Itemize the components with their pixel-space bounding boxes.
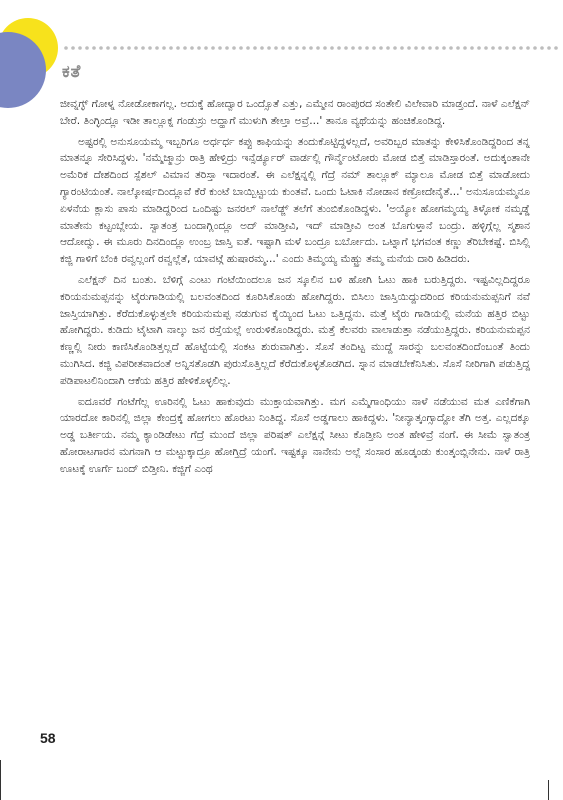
rule-dot [85,46,89,50]
rule-dot [190,46,194,50]
rule-dot [372,46,376,50]
rule-dot [176,46,180,50]
rule-dot [148,46,152,50]
rule-dot [204,46,208,50]
rule-dot [106,46,110,50]
rule-dot [127,46,131,50]
dotted-rule [64,46,558,50]
crop-mark-left [0,760,1,800]
rule-dot [442,46,446,50]
rule-dot [309,46,313,50]
article-body [60,96,530,482]
rule-dot [267,46,271,50]
rule-dot [463,46,467,50]
paragraph-3: ಎಲೆಕ್ಷನ್ ದಿನ ಬಂತು. ಬೆಳಿಗ್ಗೆ ಎಂಟು ಗಂಟೆಯಿಂದಲೂ ಜನ ಸ್ಕೂಲಿನ ಬಳಿ ಹೋಗಿ ಓಟು ಹಾಕಿ ಬರುತ್ತಿದ್ದರು. ಇಷ್ಟವಿಲ್ಲದಿದ್ದರೂ ಕರಿಯನುಮಪ್ಪನನ್ನು ಟೈರುಗಾಡಿಯಲ್ಲಿ ಬಲವಂತದಿಂದ ಕೂರಿಸಿಕೊಂಡು ಹೋಗಿದ್ದರು. ಬಿಸಿಲು ಜಾಸ್ತಿಯಿದ್ದುದರಿಂದ ಕರಿಯನುಮಪ್ಪನಿಗೆ ನವೆ ಜಾಸ್ತಿಯಾಗಿತ್ತು. ಕೆರೆದುಕೊಳ್ಳುತ್ತಲೇ ಕರಿಯನುಮಪ್ಪ ನಡುಗುವ ಕೈಯ್ಯಿಂದ ಓಟು ಒತ್ತಿದ್ದನು. ಮತ್ತೆ ಟೈರು ಗಾಡಿಯಲ್ಲಿ ಮನೆಯ ಹತ್ತಿರ ಬಿಟ್ಟು ಹೋಗಿದ್ದರು. ಕುಡಿದು ಟೈಟಾಗಿ ನಾಲ್ಕು ಜನ ರಸ್ತೆಯಲ್ಲೆ ಉರುಳಿಕೊಂಡಿದ್ದರು. ಮತ್ತೆ ಕೆಲವರು ವಾಲಾಡುತ್ತಾ ನಡೆಯುತ್ತಿದ್ದರು. ಕರಿಯನುಮಪ್ಪನ ಕಣ್ಣಲ್ಲಿ ನೀರು ಕಾಣಿಸಿಕೊಂಡಿತ್ತಲ್ಲದೆ ಹೊಟ್ಟೆಯಲ್ಲಿ ಸಂಕಟ ಶುರುವಾಗಿತ್ತು. ಸೊಸೆ ತಂದಿಟ್ಟ ಮುದ್ದೆ ಸಾರನ್ನು ಬಲವಂತದಿಂದೆಂಬಂತೆ ತಿಂದು ಮುಗಿಸಿದ. ಕಜ್ಜಿ ವಿಪರೀತವಾದಂತೆ ಅನ್ನಿಸತೊಡಗಿ ಪುರುಸೊತ್ತಿಲ್ಲದೆ ಕೆರೆದುಕೊಳ್ಳತೊಡಗಿದ. ಸ್ನಾನ ಮಾಡಬೇಕೆನಿಸಿತು. ಸೊಸೆ ನೀರಿಗಾಗಿ ಪಡುತ್ತಿದ್ದ ಪಡಿಪಾಟಲಿನಿಂದಾಗಿ ಆಕೆಯ ಹತ್ತಿರ ಹೇಳಿಕೊಳ್ಳಲಿಲ್ಲ. [60,273,530,387]
rule-dot [120,46,124,50]
rule-dot [421,46,425,50]
rule-dot [533,46,537,50]
crop-mark-right [548,780,549,800]
rule-dot [155,46,159,50]
rule-dot [218,46,222,50]
rule-dot [71,46,75,50]
rule-dot [134,46,138,50]
rule-dot [379,46,383,50]
rule-dot [365,46,369,50]
rule-dot [288,46,292,50]
rule-dot [519,46,523,50]
rule-dot [477,46,481,50]
rule-dot [162,46,166,50]
rule-dot [232,46,236,50]
rule-dot [484,46,488,50]
rule-dot [491,46,495,50]
rule-dot [141,46,145,50]
rule-dot [428,46,432,50]
paragraph-2: ಅಷ್ಟರಲ್ಲಿ ಅನುಸೂಯಮ್ಮ ಇಬ್ಬರಿಗೂ ಅರ್ಧರ್ಧ ಕಪ್ಪು ಕಾಫಿಯನ್ನು ತಂದುಕೊಟ್ಟಿದ್ದಳಲ್ಲದೆ, ಅವರಿಬ್ಬರ ಮಾತನ್ನು ಕೇಳಿಸಿಕೊಂಡಿದ್ದರಿಂದ ತನ್ನ ಮಾತನ್ನೂ ಸೇರಿಸಿದ್ದಳು. 'ನಮ್ಮೆಜ್ಮಾನ್ರು ರಾತ್ರಿ ಹೇಳ್ತಿದ್ರು ಇನ್ಸೆರ್ಡ್ಯೂರ್ ವಾರ್ಡಲ್ಲಿ ಗೌರ್ನ್ಮೆಂಟೋರು ಮೋಡ ಬಿತ್ತೆ ಮಾಡಿಸ್ತಾರಂತೆ. ಅದುಕ್ಕಂತಾನೇ ಅಮೆರಿಕ ದೇಶದಿಂದ ಸ್ಪೆಶಲ್ ವಿಮಾನ ತರಿಸ್ತಾ ಇದಾರಂತೆ. ಈ ಎಲೆಕ್ಷನ್ನಲ್ಲಿ ಗೆದ್ರೆ ನಮ್ ತಾಲ್ಲೂಕ್ ಮ್ಯಾಲೂ ಮೋಡ ಬಿತ್ತೆ ಮಾಡೋದು ಗ್ಯಾರಂಟಿಯಂತೆ. ನಾಲ್ಕೋರ್ಷದಿಂದ್ಲೂವೆ ಕೆರೆ ಕುಂಟೆ ಬಾಯ್ಬಿಟ್ಟುಯ ಕುಂತವೆ. ಒಂದು ಓಟಾಕಿ ನೋಡಾನ ಕಣ್ರೋದೇನೈತೆ...' ಅನುಸೂಯಮ್ಮನೂ ಏಳನೆಯ ಕ್ಲಾಸು ಪಾಸು ಮಾಡಿದ್ದರಿಂದ ಒಂದಿಷ್ಟು ಜನರಲ್ ನಾಲೆಡ್ಜ್ ತಲೆಗೆ ತುಂಬಿಕೊಂಡಿದ್ದಳು. 'ಅಯ್ಯೋ ಹೋಗಮ್ಮಯ್ಯ ತಿಳ್ಳೋಕ ನಮ್ಕಡ್ಡೆ ಮಾತೇನು ಕಟ್ಟಂಬ್ಲೇಯ. ಸ್ವಾತಂತ್ರ ಬಂದಾಗ್ಲಿಂದ್ಲೂ ಅದ್ ಮಾಡ್ತೀವಿ, ಇದ್ ಮಾಡ್ತೀವಿ ಅಂತ ಬೊಗುಳ್ತಾನೆ ಬಂದ್ರು. ಹಳ್ಳಿಗ್ಗೆಲ್ಲ ಸ್ಮಶಾನ ಆದೋದ್ವು. ಈ ಮೂರು ದಿನದಿಂದ್ಲೂ ಉಂಬ್ರ ಜಾಸ್ತಿ ಐತೆ. ಇಷ್ಟಾಗಿ ಮಳೆ ಬಂದ್ರೂ ಬರ್ಬೋದು. ಒಟ್ನಾಗೆ ಭಗವಂತ ಕಣ್ಣು ತೆರಿಬೇಕಷ್ಟೆ. ಬಿಸಿಲ್ಲಿ ಕಜ್ಜಿ ಗಾಳಿಗೆ ಬೆಂಕಿ ರವ್ವಲ್ಲಂಗೆ ರವ್ವಲ್ಲೆತೆ, ಯಾವಟ್ಗೆ ಹುಷಾರಮ್ಮ...' ಎಂದು ತಿಮ್ಮಯ್ಯ ಮೆಹ್ಟ್ರು ತಮ್ಮ ಮನೆಯ ದಾರಿ ಹಿಡಿದರು. [60,135,530,266]
rule-dot [183,46,187,50]
rule-dot [302,46,306,50]
rule-dot [449,46,453,50]
rule-dot [64,46,68,50]
rule-dot [337,46,341,50]
rule-dot [169,46,173,50]
rule-dot [281,46,285,50]
page-number: 58 [40,730,56,746]
paragraph-4: ಐದೂವರೆ ಗಂಟೆಗೆಲ್ಲ ಊರಿನಲ್ಲಿ ಓಟು ಹಾಕುವುದು ಮುಕ್ತಾಯವಾಗಿತ್ತು. ಮಗ ಎಮ್ಮೆಗಾಂಧಿಯು ನಾಳೆ ನಡೆಯುವ ಮತ ಎಣಿಕೆಗಾಗಿ ಯಾರದೋ ಕಾರಿನಲ್ಲಿ ಜಿಲ್ಲಾ ಕೇಂದ್ರಕ್ಕೆ ಹೋಗಲು ಹೊರಟು ನಿಂತಿದ್ದ. ಸೊಸೆ ಅಡ್ಡಗಾಲು ಹಾಕಿದ್ದಳು. 'ನೀನ್ಯಾತ್ಕಂಗ್ಸಾದ್ದೋ ತೆಗಿ ಅತ್ತ. ಎಲ್ಲದಕ್ಕೂ ಅಡ್ಡ ಬರ್ತೀಯ. ನಮ್ಮ ಕ್ಯಾಂಡಿಡೇಟು ಗೆದ್ರೆ ಮುಂದೆ ಜಿಲ್ಲಾ ಪರಿಷತ್ ಎಲೆಕ್ಷನ್ಗೆ ಸೀಟು ಕೊಡ್ತೀನಿ ಅಂತ ಹೇಳಿವ್ರೆ ನಂಗೆ. ಈ ಸೀಮೆ ಸ್ವಾತಂತ್ರ ಹೋರಾಟಗಾರನ ಮಗನಾಗಿ ಆ ಮಟ್ಟುಕ್ಕಾದ್ರೂ ಹೋಗ್ತಿದ್ರೆ ಯಂಗೆ. ಇಷ್ಟಕ್ಕೂ ನಾನೇನು ಅಲ್ಲೆ ಸಂಸಾರ ಹೂಡ್ಕಂಡು ಕುಂತ್ಕಂಬ್ಲಿನೇನು. ನಾಳೆ ರಾತ್ರಿ ಊಟಕ್ಕೆ ಊರ್ಗೆ ಬಂದ್ ಬಿಡ್ತೀನಿ. ಕಜ್ಜಿಗೆ ಎಂಥ [60,395,530,475]
rule-dot [351,46,355,50]
rule-dot [505,46,509,50]
rule-dot [274,46,278,50]
rule-dot [414,46,418,50]
rule-dot [512,46,516,50]
rule-dot [358,46,362,50]
rule-dot [526,46,530,50]
rule-dot [246,46,250,50]
rule-dot [323,46,327,50]
rule-dot [330,46,334,50]
rule-dot [197,46,201,50]
rule-dot [435,46,439,50]
rule-dot [498,46,502,50]
rule-dot [113,46,117,50]
rule-dot [211,46,215,50]
rule-dot [316,46,320,50]
rule-dot [239,46,243,50]
rule-dot [386,46,390,50]
rule-dot [456,46,460,50]
rule-dot [393,46,397,50]
rule-dot [547,46,551,50]
rule-dot [225,46,229,50]
rule-dot [540,46,544,50]
rule-dot [295,46,299,50]
rule-dot [554,46,558,50]
rule-dot [78,46,82,50]
rule-dot [260,46,264,50]
rule-dot [400,46,404,50]
rule-dot [92,46,96,50]
rule-dot [407,46,411,50]
section-label: ಕತೆ [62,62,82,82]
rule-dot [99,46,103,50]
rule-dot [470,46,474,50]
paragraph-1: ಜೀವ್ನಗ್ಳ್ ಗೋಳ್ನ ನೋಡೋಕಾಗಲ್ಲ. ಅದುಕ್ಕೆ ಹೋದ್ವಾರ ಒಂದ್ಸೊತೆ ಎತ್ತು, ಎಮ್ಮೇನ ರಾಂಪುರದ ಸಂತೇಲಿ ವಿಲೇವಾರಿ ಮಾಡ್ತಂದೆ. ನಾಳೆ ಎಲೆಕ್ಷನ್ ಬೇರೆ. ತಿಂಗ್ಳಿಂದ್ಲೂ ಇಡೀ ತಾಲ್ಲೂಕ್ನ ಗಂಡುಸ್ರು ಅದ್ಹಾಗೆ ಮುಳುಗಿ ತೇಲ್ತಾ ಅವ್ರೆ...' ತಾನೂ ವ್ಯಥೆಯನ್ನು ಹಂಚಿಕೊಂಡಿದ್ದ. [60,98,530,127]
rule-dot [344,46,348,50]
rule-dot [253,46,257,50]
